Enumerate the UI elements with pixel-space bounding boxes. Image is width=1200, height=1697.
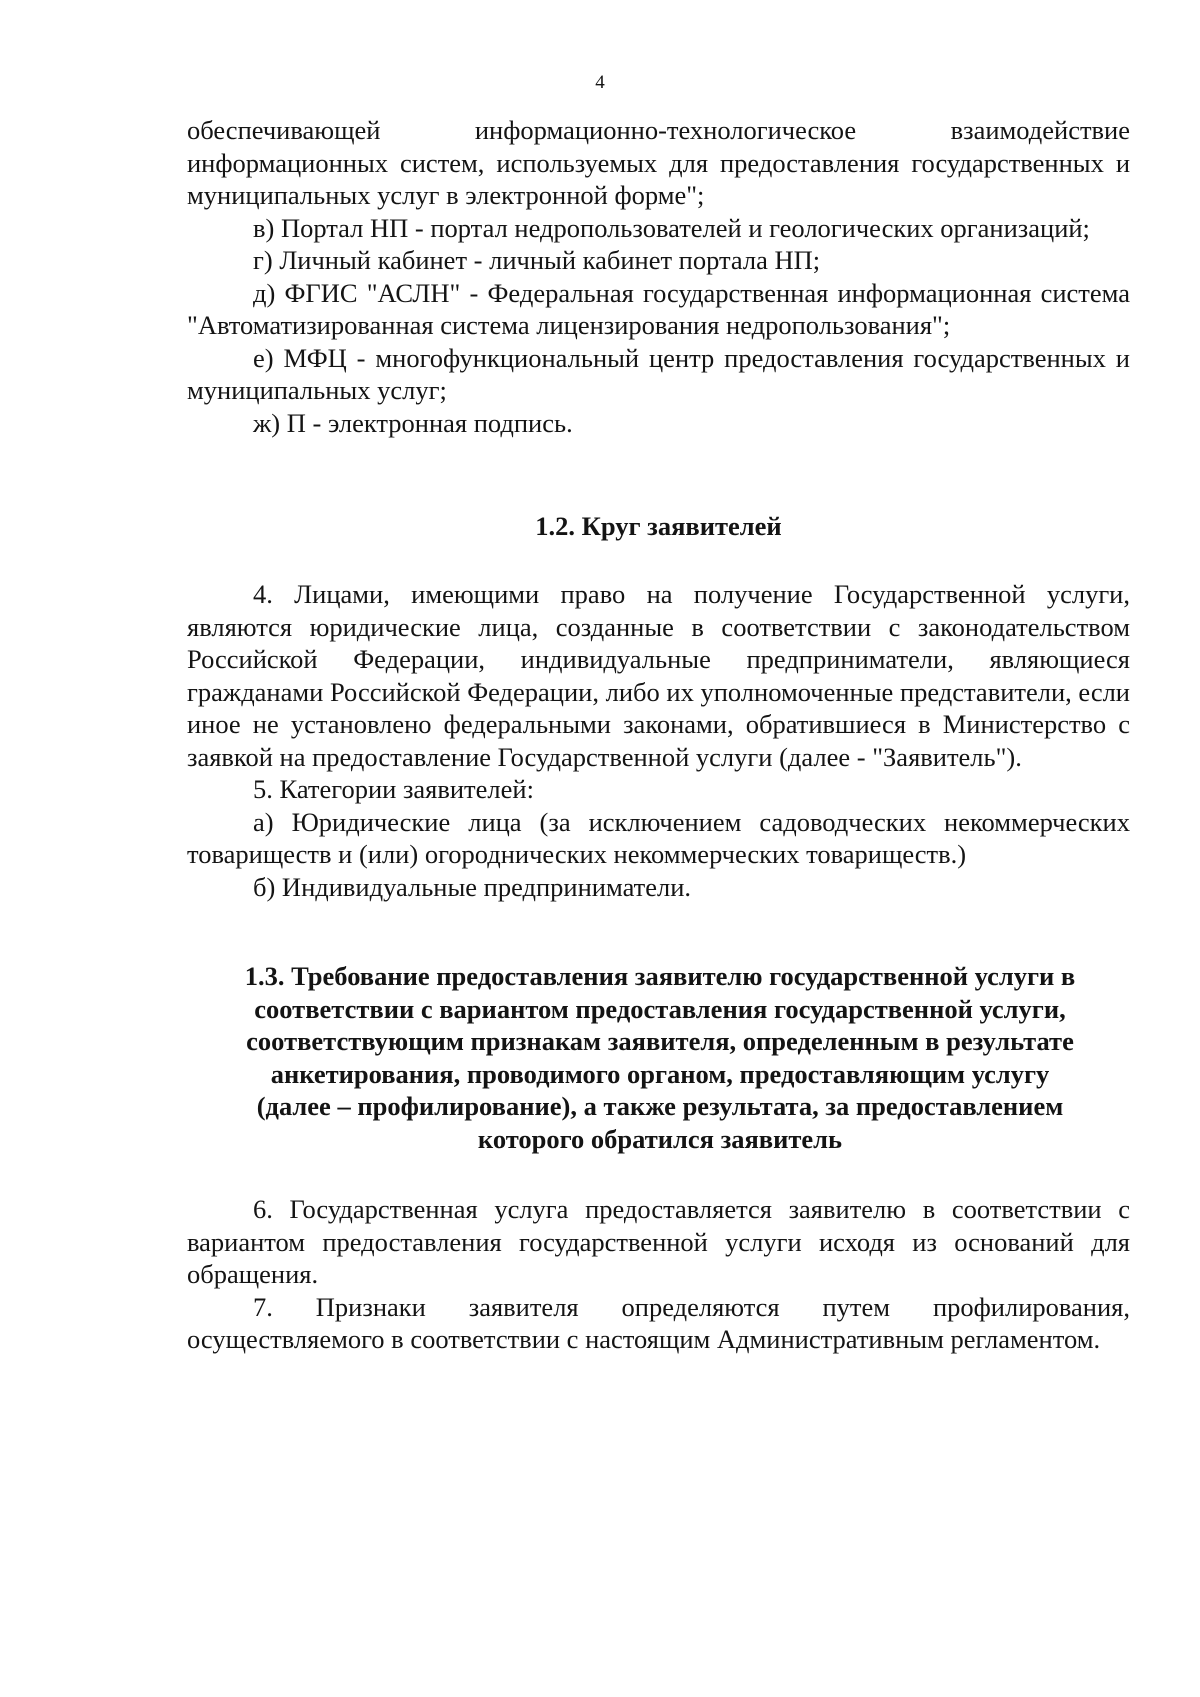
- definition-fgis-asln: д) ФГИС "АСЛН" - Федеральная государственная информационная система "Автоматизированная система лицензирования недропользования";: [187, 277, 1130, 340]
- definition-portal-np: в) Портал НП - портал недропользователей и геологических организаций;: [253, 212, 1090, 243]
- section-heading-1-3: [200, 960, 1120, 1155]
- paragraph-5b: б) Индивидуальные предприниматели.: [253, 871, 692, 902]
- definition-mfc: е) МФЦ - многофункциональный центр предоставления государственных и муниципальных услуг;: [187, 342, 1130, 405]
- page-number: 4: [595, 72, 605, 93]
- heading-line: анкетирования, проводимого органом, предоставляющим услугу: [270, 1058, 1050, 1089]
- heading-line: которого обратился заявитель: [477, 1123, 843, 1154]
- paragraph-6: 6. Государственная услуга предоставляется заявителю в соответствии с вариантом предоставления государственной услуги исходя из оснований для обращения.: [187, 1194, 1130, 1289]
- paragraph-4: 4. Лицами, имеющими право на получение Государственной услуги, являются юридические лица, созданные в соответствии с законодательством Российской Федерации, индивидуальные предприниматели, являющиеся гражданами Российской Федерации, либо их уполномоченные представители, если иное не установлено федеральными законами, обратившиеся в Министерство с заявкой на предоставление Государственной услуги (далее - "Заявитель").: [187, 579, 1130, 772]
- section-1-3-body: [187, 1193, 1130, 1356]
- definition-signature: ж) П - электронная подпись.: [253, 407, 573, 438]
- paragraph-7: 7. Признаки заявителя определяются путем профилирования, осуществляемого в соответствии с настоящим Административным регламентом.: [187, 1291, 1130, 1354]
- section-heading-1-2: 1.2. Круг заявителей: [535, 511, 782, 541]
- paragraph-5a: а) Юридические лица (за исключением садоводческих некоммерческих товариществ и (или) огороднических некоммерческих товариществ.): [187, 806, 1130, 869]
- definition-personal-account: г) Личный кабинет - личный кабинет портала НП;: [253, 245, 821, 275]
- definitions-continued: [187, 114, 1130, 439]
- heading-line: (далее – профилирование), а также результата, за предоставлением: [256, 1091, 1064, 1121]
- paragraph-5: 5. Категории заявителей:: [253, 774, 534, 804]
- paragraph-continuation: обеспечивающей информационно-технологическое взаимодействие информационных систем, используемых для предоставления государственных и муниципальных услуг в электронной форме";: [187, 115, 1130, 210]
- heading-line: соответствии с вариантом предоставления государственной услуги,: [254, 993, 1066, 1024]
- heading-line: 1.3. Требование предоставления заявителю государственной услуги в: [244, 961, 1076, 991]
- section-1-2-body: [187, 578, 1130, 903]
- heading-line: соответствующим признакам заявителя, определенным в результате: [246, 1026, 1074, 1056]
